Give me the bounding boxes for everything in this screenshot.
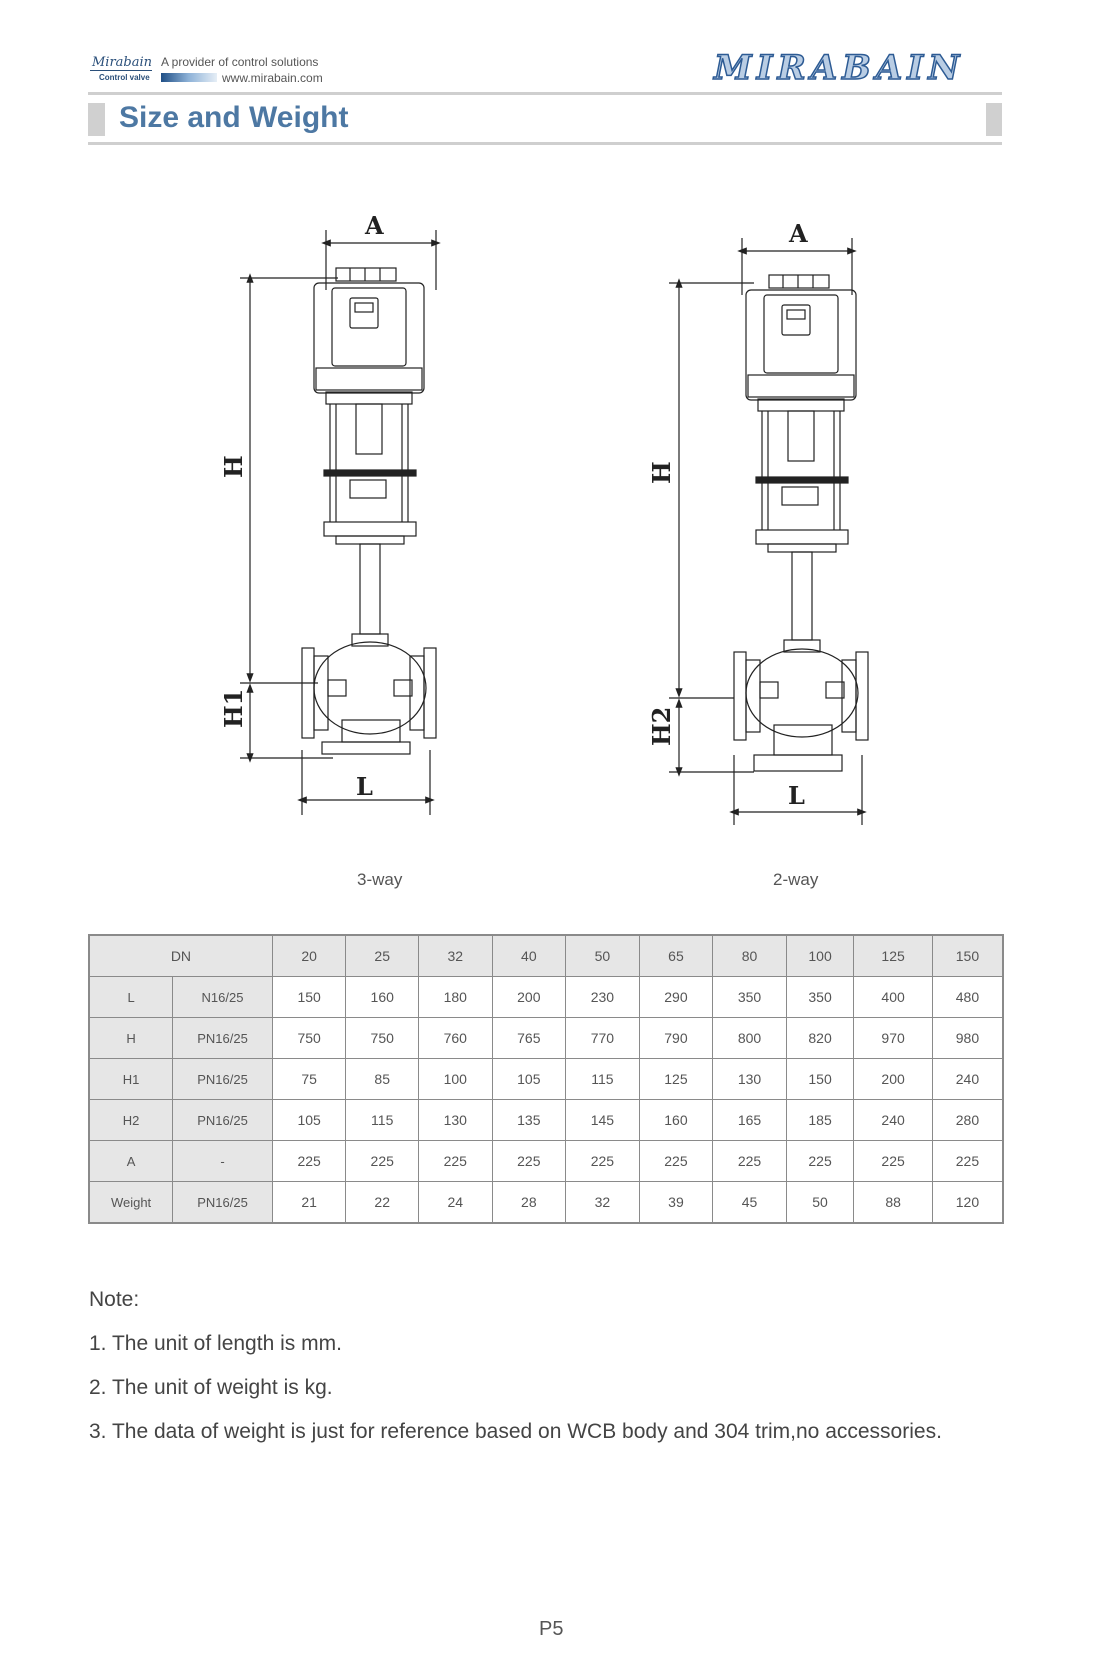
table-cell: 130 [713, 1059, 787, 1100]
row-pressure: PN16/25 [173, 1018, 273, 1059]
table-cell: 750 [272, 1018, 346, 1059]
header-cell: 100 [786, 935, 854, 977]
table-cell: 165 [713, 1100, 787, 1141]
table-row [89, 1100, 1003, 1141]
bottom-flange [322, 742, 410, 754]
table-row [89, 1018, 1003, 1059]
table-cell: 290 [639, 977, 713, 1018]
table-cell: 105 [492, 1059, 566, 1100]
table-cell: 350 [786, 977, 854, 1018]
label-h2: H2 [647, 706, 676, 746]
table-cell: 820 [786, 1018, 854, 1059]
title-accent-right [986, 103, 1002, 136]
table-cell: 24 [418, 1182, 492, 1224]
table-header-row [89, 935, 1003, 977]
table-row [89, 977, 1003, 1018]
table-cell: 21 [272, 1182, 346, 1224]
header-cell: 150 [932, 935, 1003, 977]
table-cell: 225 [492, 1141, 566, 1182]
table-cell: 240 [854, 1100, 933, 1141]
table-cell: 150 [786, 1059, 854, 1100]
row-label: L [89, 977, 173, 1018]
table-cell: 400 [854, 977, 933, 1018]
tagline-gradient-bar [161, 73, 217, 82]
caption-3way: 3-way [357, 870, 403, 889]
header-cell-dn: DN [89, 935, 272, 977]
valve-diagram-2way [634, 210, 914, 890]
label-l: L [356, 772, 373, 801]
notes-heading: Note: [89, 1288, 140, 1311]
table-row [89, 1141, 1003, 1182]
actuator-housing [746, 290, 856, 400]
table-cell: 32 [566, 1182, 640, 1224]
table-cell: 750 [346, 1018, 419, 1059]
table-cell: 145 [566, 1100, 640, 1141]
table-cell: 225 [418, 1141, 492, 1182]
bottom-flange [754, 755, 842, 771]
table-cell: 150 [272, 977, 346, 1018]
valve-stem [792, 552, 812, 640]
table-row [89, 1182, 1003, 1224]
table-cell: 225 [786, 1141, 854, 1182]
page-number: P5 [539, 1618, 564, 1640]
label-a: A [789, 219, 808, 248]
title-accent-left [88, 103, 105, 136]
row-pressure: PN16/25 [173, 1059, 273, 1100]
size-weight-table [88, 934, 1004, 1224]
label-h: H [647, 461, 676, 484]
actuator-housing [314, 283, 424, 393]
table-cell: 225 [272, 1141, 346, 1182]
table-cell: 28 [492, 1182, 566, 1224]
header-cell: 40 [492, 935, 566, 977]
logo-subtext: Control valve [99, 73, 150, 82]
table-cell: 225 [713, 1141, 787, 1182]
table-cell: 790 [639, 1018, 713, 1059]
caption-2way: 2-way [773, 870, 819, 889]
table-cell: 130 [418, 1100, 492, 1141]
table-cell: 225 [566, 1141, 640, 1182]
valve-body [746, 649, 858, 737]
label-a: A [365, 211, 384, 240]
table-cell: 770 [566, 1018, 640, 1059]
table-cell: 230 [566, 977, 640, 1018]
row-pressure: PN16/25 [173, 1100, 273, 1141]
logo-text: Mirabain [92, 55, 153, 70]
header-cell: 80 [713, 935, 787, 977]
table-cell: 980 [932, 1018, 1003, 1059]
table-cell: 240 [932, 1059, 1003, 1100]
table-cell: 105 [272, 1100, 346, 1141]
header-cell: 125 [854, 935, 933, 977]
row-label: Weight [89, 1182, 173, 1224]
page-title: Size and Weight [119, 101, 349, 134]
table-cell: 200 [492, 977, 566, 1018]
actuator-top-cap [769, 275, 829, 288]
table-cell: 200 [854, 1059, 933, 1100]
table-cell: 225 [639, 1141, 713, 1182]
note-item: 1. The unit of length is mm. [89, 1332, 342, 1355]
actuator-top-cap [336, 268, 396, 281]
note-item: 3. The data of weight is just for reference based on WCB body and 304 trim,no accessories. [89, 1420, 942, 1443]
header-cell: 25 [346, 935, 419, 977]
table-cell: 120 [932, 1182, 1003, 1224]
note-item: 2. The unit of weight is kg. [89, 1376, 333, 1399]
table-cell: 75 [272, 1059, 346, 1100]
table-cell: 180 [418, 977, 492, 1018]
table-cell: 160 [639, 1100, 713, 1141]
label-h1: H1 [219, 688, 248, 728]
table-cell: 125 [639, 1059, 713, 1100]
notes [89, 1288, 942, 1464]
table-cell: 280 [932, 1100, 1003, 1141]
brand-logo: MIRABAIN [714, 48, 965, 88]
table-cell: 50 [786, 1182, 854, 1224]
table-cell: 800 [713, 1018, 787, 1059]
header-cell: 32 [418, 935, 492, 977]
header-cell: 50 [566, 935, 640, 977]
table-cell: 160 [346, 977, 419, 1018]
row-label: H1 [89, 1059, 173, 1100]
table-cell: 22 [346, 1182, 419, 1224]
flange-left [302, 648, 314, 738]
table-cell: 115 [566, 1059, 640, 1100]
table-row [89, 1059, 1003, 1100]
table-cell: 88 [854, 1182, 933, 1224]
row-pressure: - [173, 1141, 273, 1182]
table-cell: 225 [932, 1141, 1003, 1182]
table-cell: 970 [854, 1018, 933, 1059]
row-label: A [89, 1141, 173, 1182]
valve-diagram-3way [218, 210, 498, 890]
table-cell: 45 [713, 1182, 787, 1224]
label-l: L [788, 781, 805, 810]
row-label: H2 [89, 1100, 173, 1141]
table-cell: 100 [418, 1059, 492, 1100]
header-cell: 20 [272, 935, 346, 977]
table-cell: 115 [346, 1100, 419, 1141]
row-label: H [89, 1018, 173, 1059]
flange-left [734, 652, 746, 740]
table-cell: 760 [418, 1018, 492, 1059]
table-cell: 225 [854, 1141, 933, 1182]
row-pressure: PN16/25 [173, 1182, 273, 1224]
label-h: H [219, 455, 248, 478]
table-cell: 225 [346, 1141, 419, 1182]
title-divider [88, 142, 1002, 145]
table-cell: 765 [492, 1018, 566, 1059]
tagline: A provider of control solutions [161, 55, 319, 69]
header-divider [88, 92, 1002, 95]
table-cell: 480 [932, 977, 1003, 1018]
header-cell: 65 [639, 935, 713, 977]
row-pressure: N16/25 [173, 977, 273, 1018]
table-cell: 350 [713, 977, 787, 1018]
table-cell: 39 [639, 1182, 713, 1224]
valve-stem [360, 544, 380, 634]
table-cell: 135 [492, 1100, 566, 1141]
logo-underline [90, 70, 152, 71]
table-cell: 85 [346, 1059, 419, 1100]
website-link[interactable]: www.mirabain.com [222, 71, 323, 85]
table-cell: 185 [786, 1100, 854, 1141]
